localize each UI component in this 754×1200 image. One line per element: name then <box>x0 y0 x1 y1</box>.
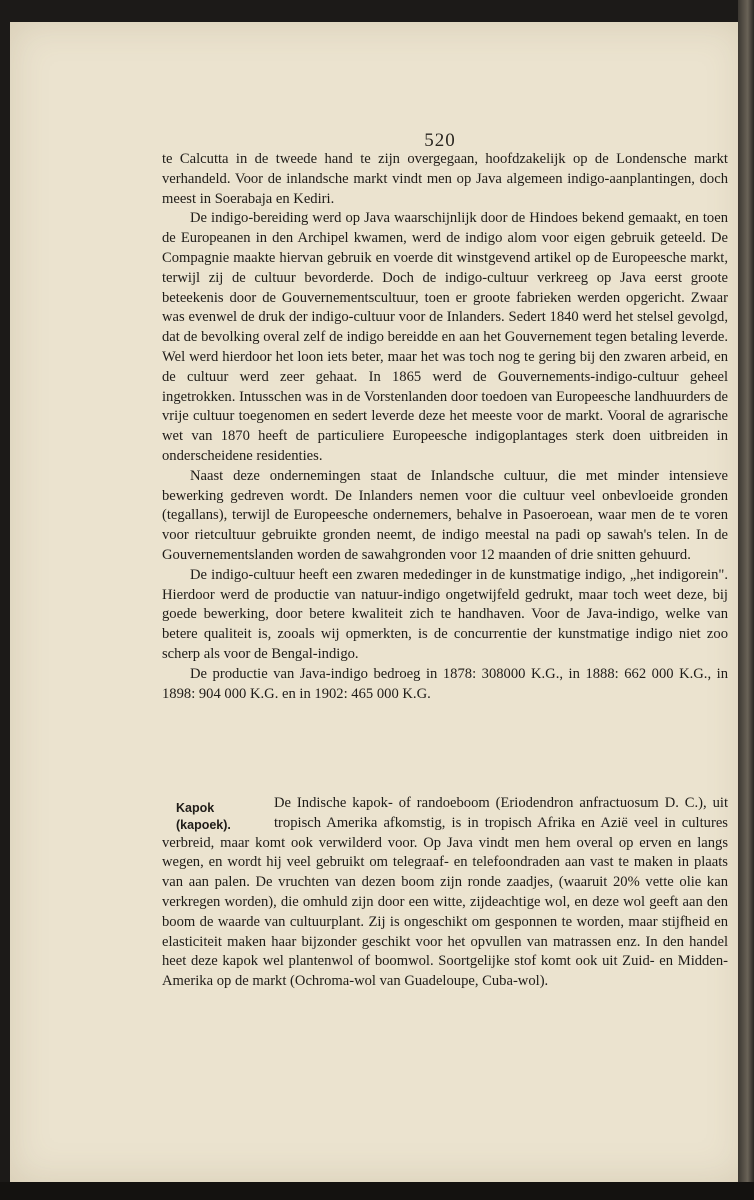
paragraph: te Calcutta in de tweede hand te zijn overgegaan, hoofdzakelijk op de Londensche markt verhandeld. Voor de inlandsche markt vindt men op Java algemeen indigo-aanplantingen, doch meest in Soerabaja en Kediri. <box>162 151 728 207</box>
kapok-paragraph: De Indische kapok- of randoeboom (Eriodendron anfractuosum D. C.), uit tropisch Amerika afkomstig, is in tropisch Afrika en Aziё veel in cultures verbreid, maar komt ook verwilderd voor. Op Java vindt men hem overal op erven en langs wegen, en wordt hij veel gebruikt om telegraaf- en telefoondraden aan vast te maken in plaats van aan palen. De vruchten van dezen boom zijn ronde zaadjes, (waaruit 20% vette olie kan verkregen worden), die omhuld zijn door een witte, zijdeachtige wol, en deze wol geeft aan den boom de waarde van cultuurplant. Zij is ongeschikt om gesponnen te worden, maar stijfheid en elasticiteit maken haar bijzonder geschikt voor het opvullen van matrassen enz. In den handel heet deze kapok wel plantenwol of boomwol. Soortgelijke stof komt ook uit Zuid- en Midden-Amerika op de markt (Ochroma-wol van Guadeloupe, Cuba-wol). <box>162 795 728 990</box>
book-edge <box>738 0 754 1200</box>
paragraph: Naast deze ondernemingen staat de Inlandsche cultuur, die met minder intensieve bewerking gedreven wordt. De Inlanders nemen voor die cultuur veel onbevloeide gronden (tegallans), terwijl de Europeesche ondernemers, behalve in Pasoeroean, waar men de te voren voor rietcultuur gebruikte gronden neemt, de indigo meestal na padi op sawah's telen. In de Gouvernementslanden worden de sawahgronden voor 12 maanden of drie snitten gehuurd. <box>162 467 728 563</box>
margin-note-kapok: Kapok (kapoek). <box>176 801 231 832</box>
indigo-section <box>162 150 728 704</box>
margin-note-spacer <box>162 794 274 832</box>
paragraph: De indigo-bereiding werd op Java waarschijnlijk door de Hindoes bekend gemaakt, en toen de Europeanen in den Archipel kwamen, werd de indigo alom voor eigen gebruik geteeld. De Compagnie maakte hiervan gebruik en voerde dit winstgevend artikel op de Europeesche markt, terwijl zij de cultuur bevorderde. Doch de indigo-cultuur verkreeg op Java eerst groote beteekenis door de Gouvernementscultuur, toen er groote fabrieken werden opgericht. Zwaar was evenwel de druk der indigo-cultuur voor de Inlanders. Sedert 1840 werd het stelsel gevolgd, dat de bevolking overal zelf de indigo bereidde en aan het Gouvernement tegen betaling leverde. Wel werd hierdoor het loon iets beter, maar het was toch nog te gering bij den zwaren arbeid, en de cultuur werd zeer gehaat. In 1865 werd de Gouvernements-indigo-cultuur geheel ingetrokken. Intusschen was in de Vorstenlanden door toedoen van Europeesche landhuurders de vrije cultuur toegenomen en sedert leverde deze het meeste voor de markt. Vooral de agrarische wet van 1870 heeft de particuliere Europeesche indigoplantages sterk doen uitbreiden in onderscheidene residenties. <box>162 210 728 464</box>
paragraph: De indigo-cultuur heeft een zwaren mededinger in de kunstmatige indigo, „het indigorein". Hierdoor werd de productie van natuur-indigo ongetwijfeld gedrukt, maar toch weet deze, bij goede bewerking, door betere kwaliteit zich te handhaven. Voor de Java-indigo, welke van betere qualiteit is, zooals wij opmerkten, is de concurrentie der kunstmatige indigo niet zoo scherp als voor de Bengal-indigo. <box>162 566 728 662</box>
paragraph: De productie van Java-indigo bedroeg in 1878: 308000 K.G., in 1888: 662 000 K.G., in 1898: 904 000 K.G. en in 1902: 465 000 K.G. <box>162 665 728 702</box>
page-number: 520 <box>424 130 456 151</box>
kapok-section <box>162 794 728 992</box>
scan-background <box>0 1182 754 1200</box>
